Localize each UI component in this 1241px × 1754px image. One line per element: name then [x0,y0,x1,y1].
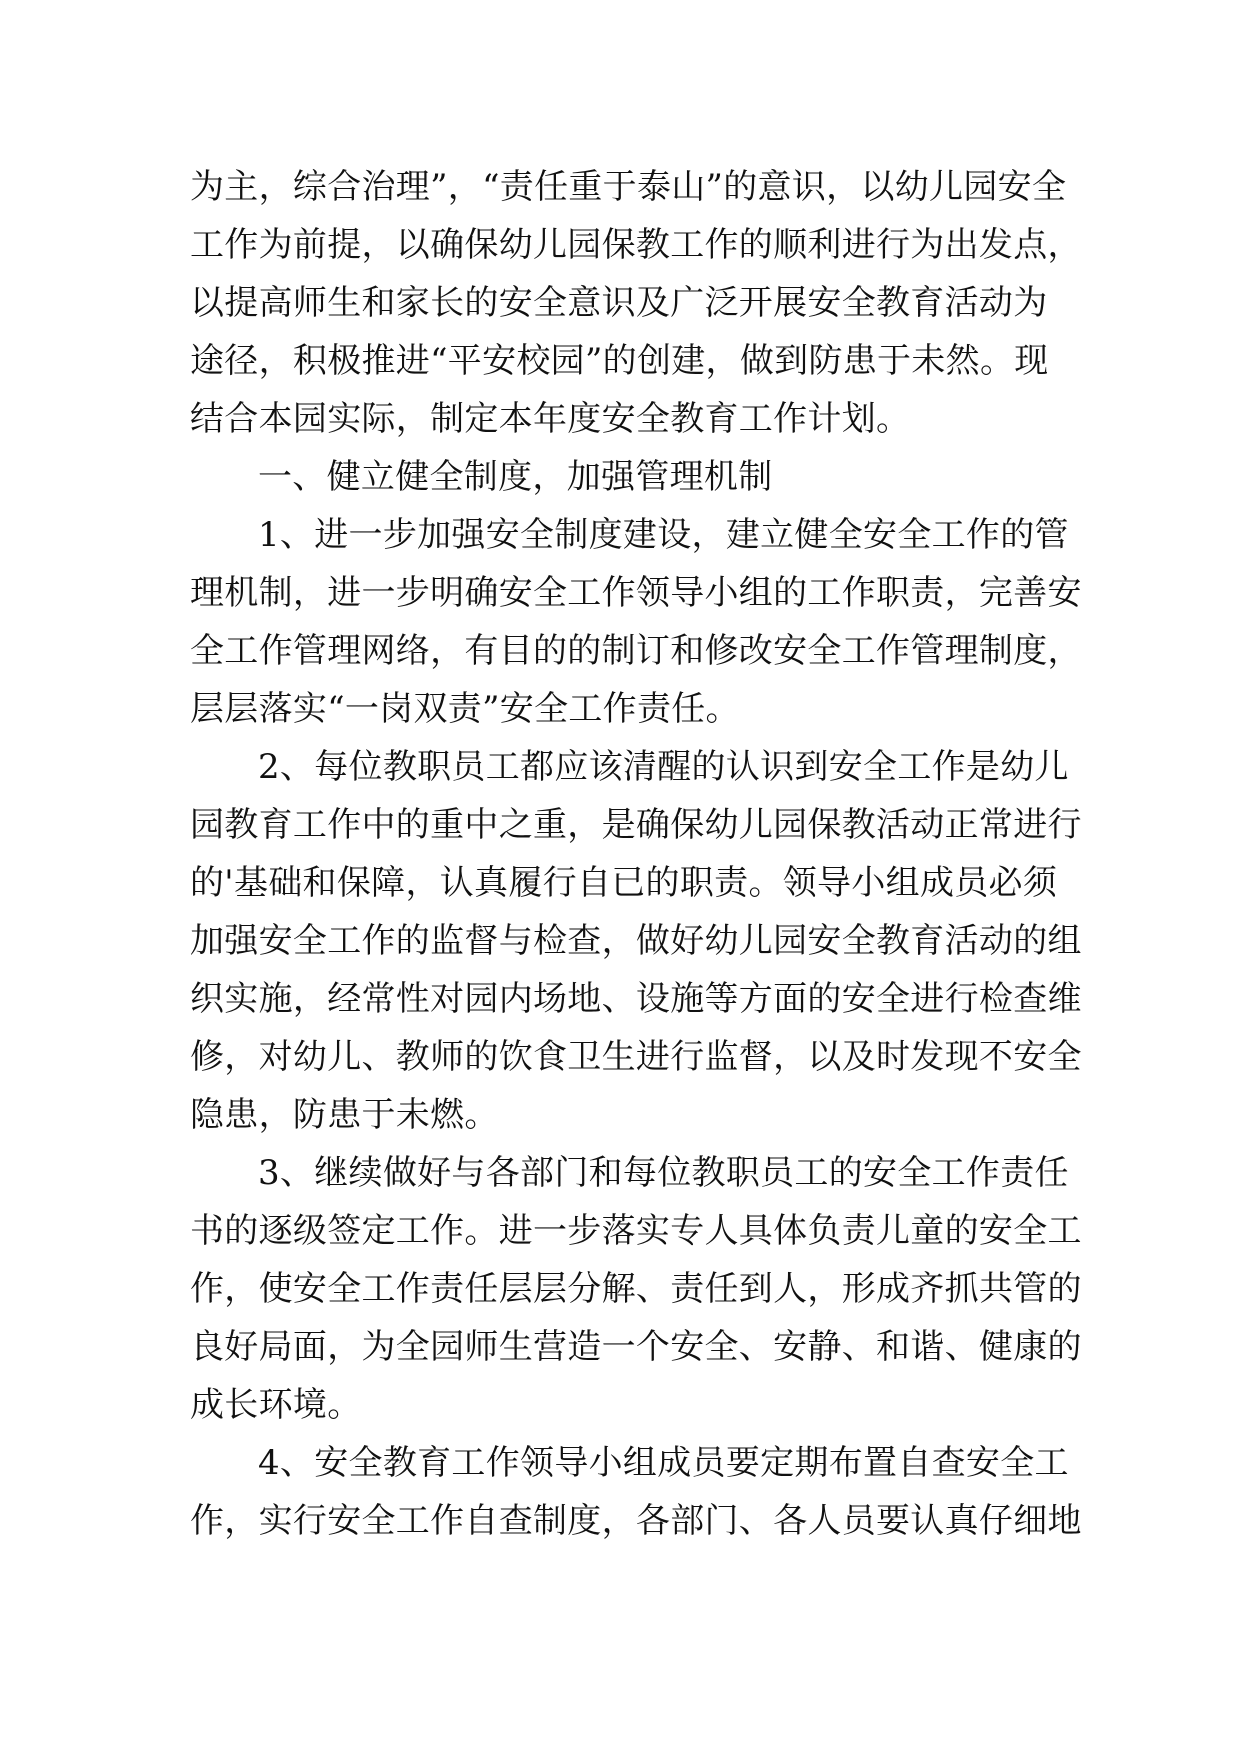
text-line: 良好局面，为全园师生营造一个安全、安静、和谐、健康的 [190,1327,1082,1367]
text-line: 途径，积极推进“平安校园”的创建，做到防患于未然。现 [190,341,1049,381]
body-text [190,158,1082,1550]
text-line: 织实施，经常性对园内场地、设施等方面的安全进行检查维 [190,979,1082,1019]
text-line: 全工作管理网络，有目的的制订和修改安全工作管理制度， [190,631,1082,671]
text-line: 园教育工作中的重中之重，是确保幼儿园保教活动正常进行 [190,805,1082,845]
text-line: 加强安全工作的监督与检查，做好幼儿园安全教育活动的组 [190,921,1082,961]
text-line: 为主，综合治理”，“责任重于泰山”的意识，以幼儿园安全 [190,167,1067,207]
text-line: 的'基础和保障，认真履行自已的职责。领导小组成员必须 [190,863,1058,903]
text-line: 结合本园实际，制定本年度安全教育工作计划。 [190,399,911,439]
section-heading: 一、健立健全制度，加强管理机制 [258,457,773,497]
text-line: 修，对幼儿、教师的饮食卫生进行监督，以及时发现不安全 [190,1037,1082,1077]
text-line: 层层落实“一岗双责”安全工作责任。 [190,689,740,729]
text-line: 理机制，进一步明确安全工作领导小组的工作职责，完善安 [190,573,1082,613]
text-line: 成长环境。 [190,1385,362,1425]
text-line: 以提高师生和家长的安全意识及广泛开展安全教育活动为 [190,283,1048,323]
text-line: 作，使安全工作责任层层分解、责任到人，形成齐抓共管的 [190,1269,1082,1309]
paragraph-start-2: 2、每位教职员工都应该清醒的认识到安全工作是幼儿 [258,747,1069,787]
paragraph-start-3: 3、继续做好与各部门和每位教职员工的安全工作责任 [258,1153,1069,1193]
paragraph-start-1: 1、进一步加强安全制度建设，建立健全安全工作的管 [258,515,1069,555]
text-line: 隐患，防患于未燃。 [190,1095,499,1135]
text-line: 工作为前提，以确保幼儿园保教工作的顺利进行为出发点， [190,225,1082,265]
text-line: 作，实行安全工作自查制度，各部门、各人员要认真仔细地 [190,1501,1082,1541]
paragraph-start-4: 4、安全教育工作领导小组成员要定期布置自查安全工 [258,1443,1069,1483]
text-line: 书的逐级签定工作。进一步落实专人具体负责儿童的安全工 [190,1211,1082,1251]
